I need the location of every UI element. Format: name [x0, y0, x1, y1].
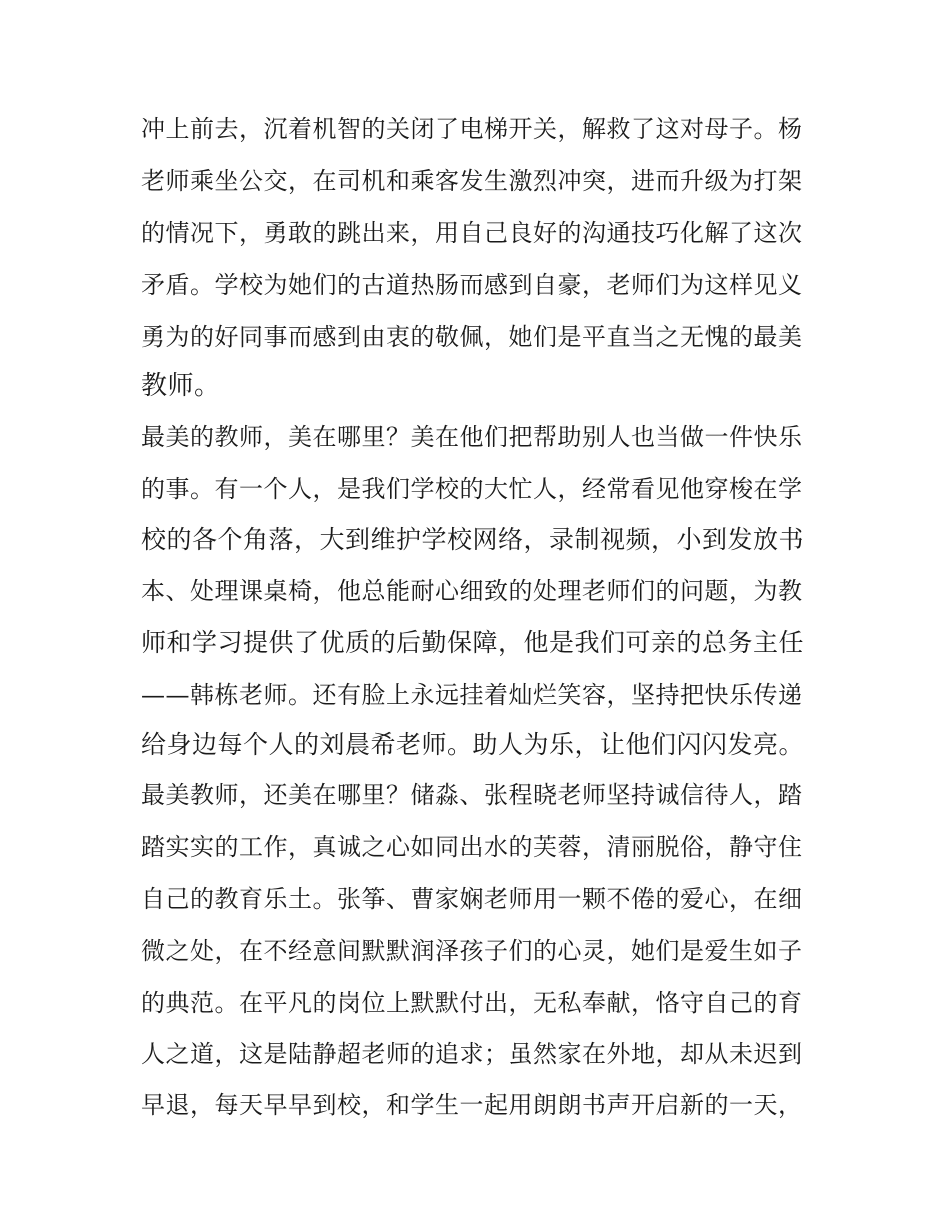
- text-line: 最美的教师，美在哪里？美在他们把帮助别人也当做一件快乐: [141, 423, 803, 451]
- text-line: 微之处，在不经意间默默润泽孩子们的心灵，她们是爱生如子: [141, 937, 803, 965]
- text-line: 勇为的好同事而感到由衷的敬佩，她们是平直当之无愧的最美: [141, 323, 803, 351]
- text-line: 给身边每个人的刘晨希老师。助人为乐，让他们闪闪发亮。: [141, 730, 805, 759]
- text-line: 矛盾。学校为她们的古道热肠而感到自豪，老师们为这样见义: [141, 271, 803, 299]
- text-line: 教师。: [141, 371, 221, 401]
- text-line: 老师乘坐公交，在司机和乘客发生激烈冲突，进而升级为打架: [141, 167, 803, 195]
- text-line: 的典范。在平凡的岗位上默默付出，无私奉献，恪守自己的育: [141, 989, 803, 1017]
- text-line: 校的各个角落，大到维护学校网络，录制视频，小到发放书: [141, 525, 805, 554]
- text-line: 冲上前去，沉着机智的关闭了电梯开关，解救了这对母子。杨: [141, 115, 803, 143]
- text-line: 最美教师，还美在哪里？储淼、张程晓老师坚持诚信待人，踏: [141, 781, 803, 809]
- text-line: 的情况下，勇敢的跳出来，用自己良好的沟通技巧化解了这次: [141, 219, 803, 247]
- text-line: 踏实实的工作，真诚之心如同出水的芙蓉，清丽脱俗，静守住: [141, 833, 803, 861]
- text-line: 本、处理课桌椅，他总能耐心细致的处理老师们的问题，为教: [141, 577, 803, 605]
- text-line: 人之道，这是陆静超老师的追求；虽然家在外地，却从未迟到: [141, 1040, 803, 1068]
- text-line: 早退，每天早早到校，和学生一起用朗朗书声开启新的一天，: [141, 1091, 803, 1119]
- text-line: 自己的教育乐土。张筝、曹家娴老师用一颗不倦的爱心，在细: [141, 885, 803, 913]
- text-line: 的事。有一个人，是我们学校的大忙人，经常看见他穿梭在学: [141, 475, 803, 503]
- text-line: 师和学习提供了优质的后勤保障，他是我们可亲的总务主任: [141, 628, 805, 657]
- text-line: ——韩栋老师。还有脸上永远挂着灿烂笑容，坚持把快乐传递: [141, 681, 803, 709]
